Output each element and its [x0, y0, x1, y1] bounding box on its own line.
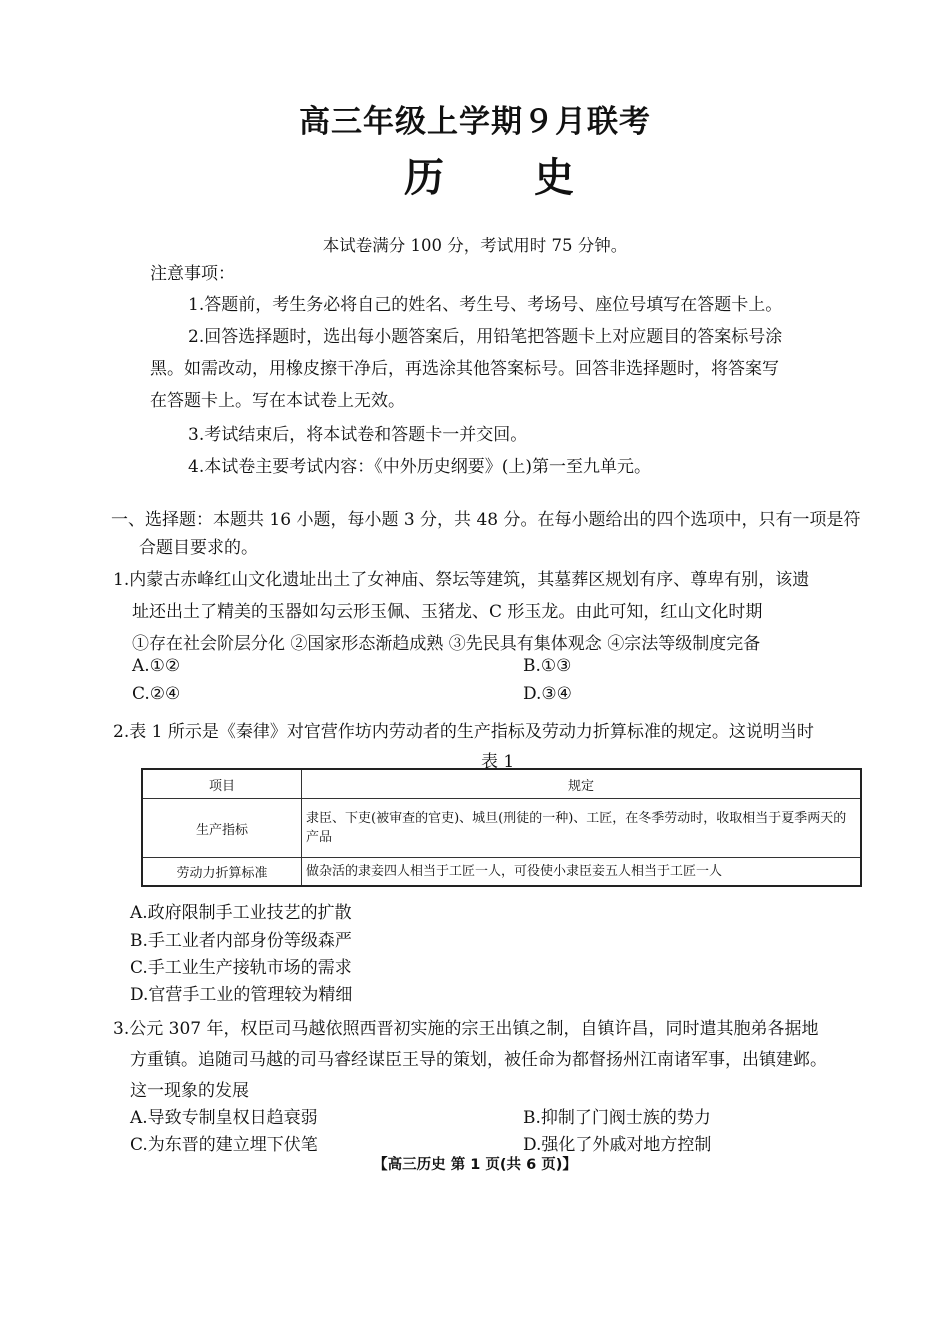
q3-stem-2: 方重镇。追随司马越的司马睿经谋臣王导的策划，被任命为都督扬州江南诸军事，出镇建邺。: [130, 1050, 827, 1070]
table-caption: 表 1: [481, 752, 515, 772]
note-1: 1.答题前，考生务必将自己的姓名、考生号、考场号、座位号填写在答题卡上。: [188, 295, 783, 315]
subject-char-2: 史: [534, 154, 574, 201]
table-header-rule: 规定: [302, 769, 862, 799]
q1-statements: ①存在社会阶层分化 ②国家形态渐趋成熟 ③先民具有集体观念 ④宗法等级制度完备: [132, 634, 761, 654]
q2-option-c: C.手工业生产接轨市场的需求: [130, 958, 352, 978]
q1-stem-1: 1.内蒙古赤峰红山文化遗址出土了女神庙、祭坛等建筑，其墓葬区规划有序、尊卑有别，该遗: [113, 570, 810, 590]
section-heading-cont: 合题目要求的。: [139, 538, 258, 558]
q1-option-c: C.②④: [132, 684, 181, 704]
q3-stem-1: 3.公元 307 年，权臣司马越依照西晋初实施的宗王出镇之制，自镇许昌，同时遣其胞弟各据地: [113, 1019, 819, 1039]
exam-intro: 本试卷满分 100 分，考试用时 75 分钟。: [322, 236, 628, 255]
q2-stem: 2.表 1 所示是《秦律》对官营作坊内劳动者的生产指标及劳动力折算标准的规定。这说明当时: [113, 722, 814, 742]
note-2-cont2: 在答题卡上。写在本试卷上无效。: [150, 391, 405, 411]
q1-option-b: B.①③: [523, 656, 572, 676]
section-heading: 一、选择题：本题共 16 小题，每小题 3 分，共 48 分。在每小题给出的四个选项中，只有一项是符: [111, 510, 861, 530]
table-cell: 隶臣、下吏(被审查的官吏)、城旦(刑徒的一种)、工匠，在冬季劳动时，收取相当于夏季两天的产品: [302, 799, 862, 858]
q3-option-b: B.抑制了门阀士族的势力: [523, 1108, 711, 1128]
exam-title: 高三年级上学期９月联考: [299, 104, 651, 140]
note-2: 2.回答选择题时，选出每小题答案后，用铅笔把答题卡上对应题目的答案标号涂: [188, 327, 783, 347]
table-row: [142, 858, 861, 887]
table-cell: 生产指标: [142, 799, 302, 858]
notes-heading: 注意事项：: [150, 264, 235, 284]
q1-option-d: D.③④: [523, 684, 572, 704]
q3-option-a: A.导致专制皇权日趋衰弱: [130, 1108, 318, 1128]
table-header-row: [142, 769, 861, 799]
q1-option-a: A.①②: [132, 656, 181, 676]
note-4: 4.本试卷主要考试内容：《中外历史纲要》(上)第一至九单元。: [188, 457, 651, 477]
table-cell: 做杂活的隶妾四人相当于工匠一人，可役使小隶臣妾五人相当于工匠一人: [302, 858, 862, 887]
note-2-cont: 黑。如需改动，用橡皮擦干净后，再选涂其他答案标号。回答非选择题时，将答案写: [150, 359, 779, 379]
page-footer: 【高三历史 第 1 页(共 6 页)】: [373, 1157, 577, 1173]
q2-option-a: A.政府限制手工业技艺的扩散: [130, 903, 352, 923]
q3-option-c: C.为东晋的建立埋下伏笔: [130, 1135, 318, 1155]
note-3: 3.考试结束后，将本试卷和答题卡一并交回。: [188, 425, 528, 445]
q3-option-d: D.强化了外戚对地方控制: [523, 1135, 712, 1155]
q1-stem-2: 址还出土了精美的玉器如勾云形玉佩、玉猪龙、C 形玉龙。由此可知，红山文化时期: [132, 602, 763, 622]
table-row: [142, 799, 861, 858]
table-cell: 劳动力折算标准: [142, 858, 302, 887]
table-header-item: 项目: [142, 769, 302, 799]
regulation-table: [141, 768, 862, 887]
q3-stem-3: 这一现象的发展: [130, 1081, 249, 1101]
subject-char-1: 历: [404, 154, 444, 201]
q2-option-b: B.手工业者内部身份等级森严: [130, 931, 352, 951]
q2-option-d: D.官营手工业的管理较为精细: [130, 985, 353, 1005]
